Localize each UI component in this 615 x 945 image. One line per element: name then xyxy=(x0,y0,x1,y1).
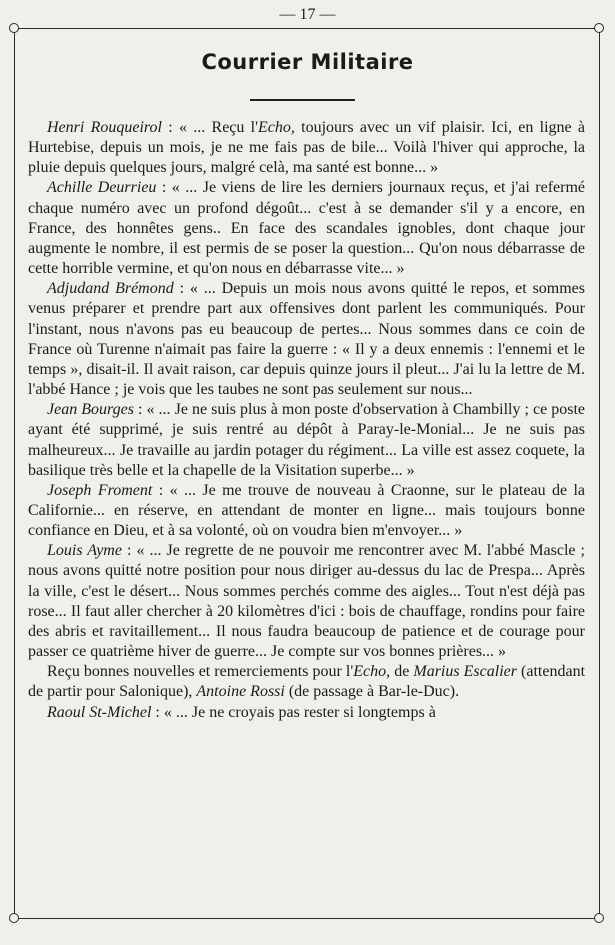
page-number: — 17 — xyxy=(279,6,336,23)
frame-right-rule xyxy=(599,28,600,918)
frame-top-rule xyxy=(14,28,600,29)
author-name: Henri Rouqueirol xyxy=(47,119,162,136)
closing-paragraph: Reçu bonnes nouvelles et remerciements pour l'Echo, de Marius Escalier (attendant de partir pour Salonique), Antoine Rossi (de passage à Bar-le-Duc). xyxy=(28,663,586,701)
corner-ornament-icon xyxy=(594,913,604,923)
letter-paragraph: Adjudand Brémond : « ... Depuis un mois nous avons quitté le repos, et sommes venus préparer et prendre part aux offensives dont parlent les communiqués. Pour l'instant, nous n'avons pas eu beaucoup de pertes... Nous sommes dans ce coin de France où Turenne n'aimait pas faire la guerre : « Il y a deux ennemis : l'ennemi et le temps », disait-il. Il avait raison, car depuis quinze jours il pleut... J'ai lu la lettre de M. l'abbé Hance ; je vois que les taubes ne sont pas seulement sur nous... xyxy=(28,280,586,399)
title-divider xyxy=(250,99,355,101)
author-name: Adjudand Brémond xyxy=(47,280,174,298)
letter-paragraph: Louis Ayme : « ... Je regrette de ne pouvoir me rencontrer avec M. l'abbé Mascle ; nous avons quitté notre position pour nous diriger au-dessus du lac de Prespa... Après la ville, c'est le désert... Nous sommes perchés comme des aigles... Tout n'est déjà pas rose... Il faut aller chercher à 20 kilomètres d'ici : bois de chauffage, rondins pour faire des abris et ravitaillement... Il nous faudra beaucoup de patience et de courage pour passer ce quatrième hiver de guerre... Je compte sur vos bonnes prières... » xyxy=(28,542,586,661)
letters-column xyxy=(28,118,585,723)
author-name: Raoul St-Michel xyxy=(47,703,152,721)
author-name: Antoine Rossi xyxy=(196,683,285,701)
frame-bottom-rule xyxy=(14,918,600,919)
letter-paragraph: Henri Rouqueirol : « ... Reçu l'Echo, toujours avec un vif plaisir. Ici, en ligne à Hurtebise, depuis un mois, je ne me fais pas de bile... Voilà l'hiver qui approche, la pluie depuis quelques jours, malgré celà, ma santé est bonne... » xyxy=(28,119,585,177)
page-title: Courrier Militaire xyxy=(201,50,414,74)
author-name: Achille Deurrieu xyxy=(47,179,157,197)
letter-paragraph: Achille Deurrieu : « ... Je viens de lire les derniers journaux reçus, et j'ai refermé chaque numéro avec un profond dégoût... c'est à se demander s'il y a encore, en France, des honnêtes gens.. En face des scandales ignobles, dont chaque jour augmente le nombre, il est permis de se poser la question... Qu'on nous débarrasse de cette horrible vermine, et qu'on nous en débarrasse vite... » xyxy=(28,179,586,278)
frame-left-rule xyxy=(14,28,15,918)
author-name: Louis Ayme xyxy=(47,542,122,560)
author-name: Joseph Froment xyxy=(47,481,153,499)
corner-ornament-icon xyxy=(594,23,604,33)
author-name: Jean Bourges xyxy=(47,401,134,419)
author-name: Marius Escalier xyxy=(413,663,517,681)
corner-ornament-icon xyxy=(9,913,19,923)
letter-paragraph: Joseph Froment : « ... Je me trouve de nouveau à Craonne, sur le plateau de la Californie... en réserve, en attendant de monter en ligne... mais toujours bonne confiance en Dieu, et à sa volonté, où on voudra bien m'envoyer... » xyxy=(28,481,586,540)
letter-paragraph: Raoul St-Michel : « ... Je ne croyais pas rester si longtemps à xyxy=(47,703,436,721)
corner-ornament-icon xyxy=(9,23,19,33)
letter-paragraph: Jean Bourges : « ... Je ne suis plus à mon poste d'observation à Chambilly ; ce poste ayant été supprimé, je suis rentré au dépôt à Paray-le-Monial... Je ne suis pas malheureux... Je travaille au jardin potager du régiment... La ville est assez coquete, la basilique très belle et la chapelle de la Visitation superbe... » xyxy=(28,401,586,479)
